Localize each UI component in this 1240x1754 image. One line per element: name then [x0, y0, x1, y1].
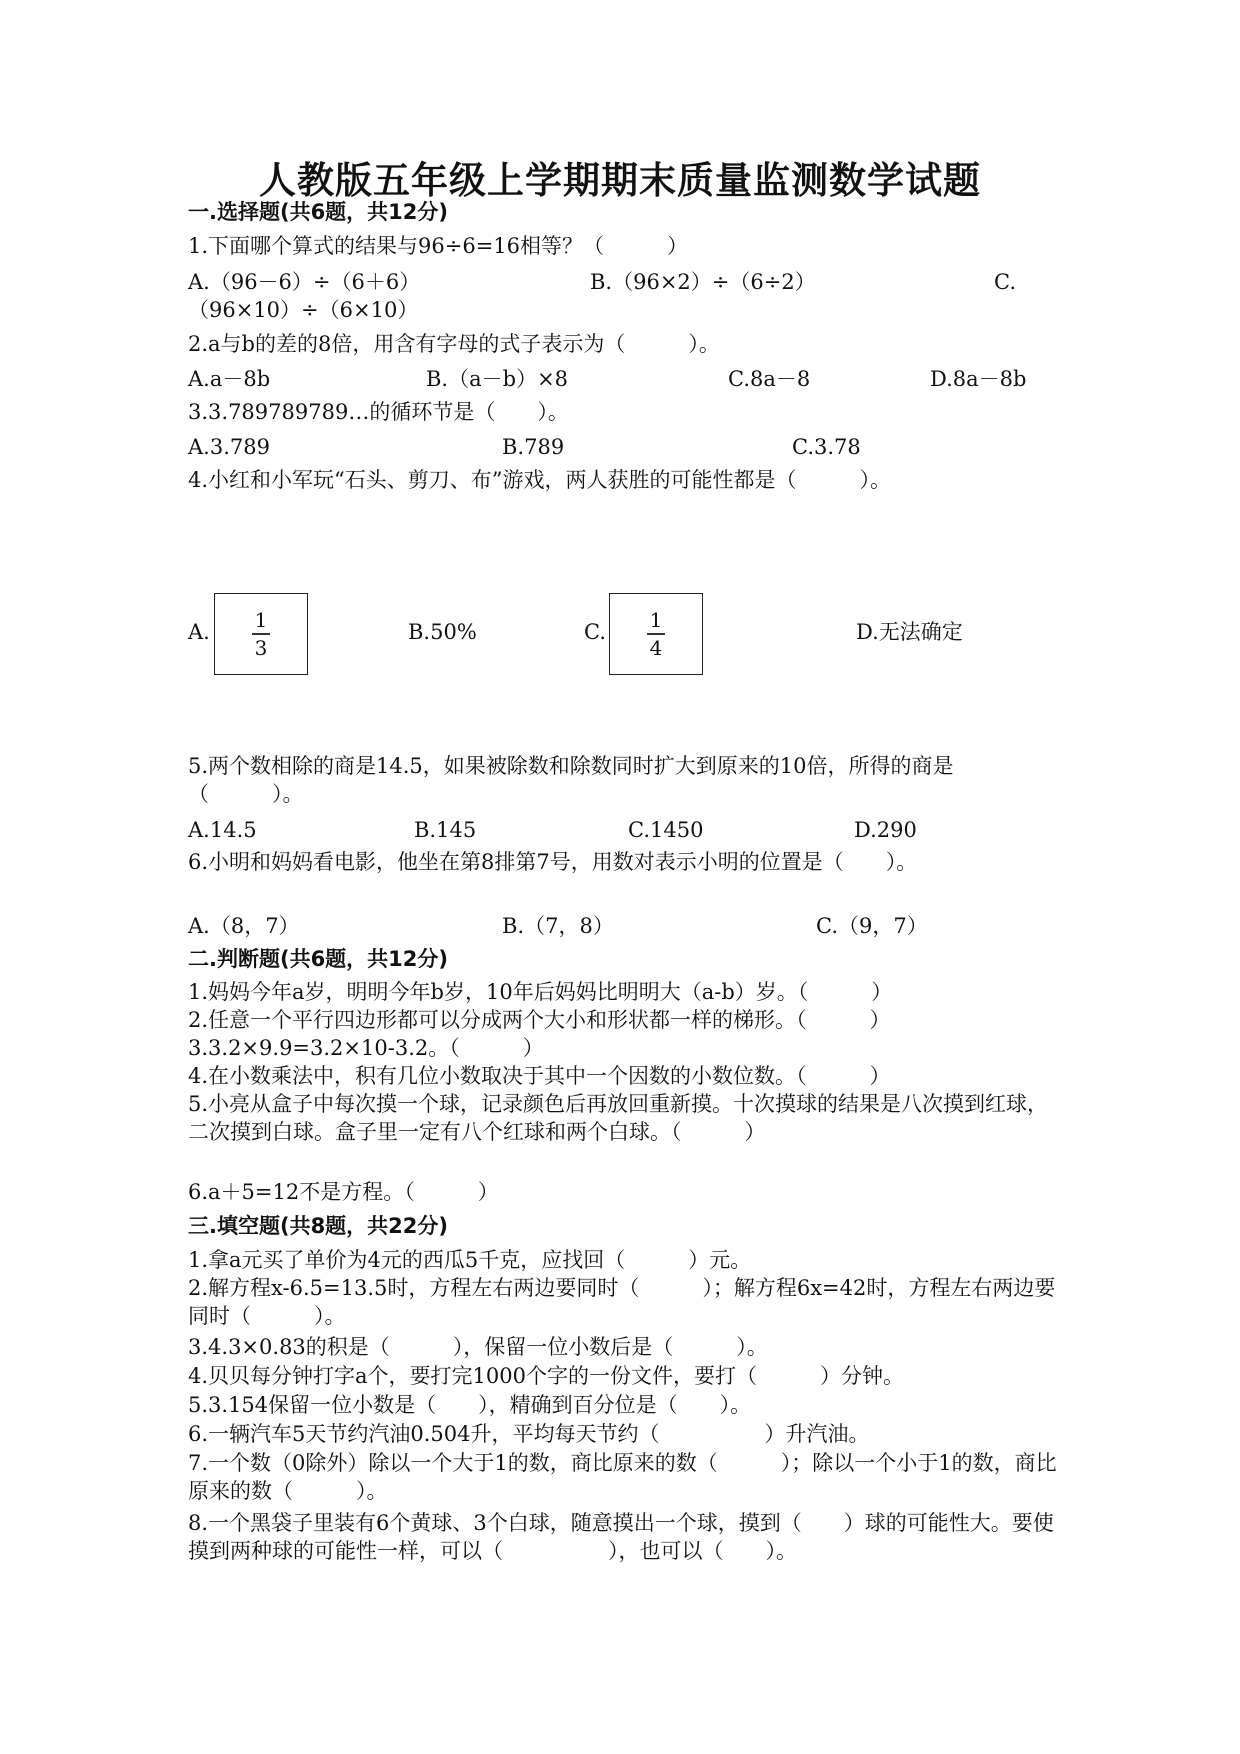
q4-option-c-fraction-box — [609, 593, 703, 675]
q5-option-c: C.1450 — [628, 818, 704, 842]
judgement-item: 5.小亮从盒子中每次摸一个球，记录颜色后再放回重新摸。十次摸球的结果是八次摸到红球，二次摸到白球。盒子里一定有八个红球和两个白球。（ ） — [188, 1092, 1049, 1144]
fill-in-item: 1.拿a元买了单价为4元的西瓜5千克，应找回（ ）元。 — [188, 1248, 752, 1272]
fraction-denominator: 3 — [254, 635, 268, 660]
q2-option-a: A.a－8b — [188, 367, 271, 391]
q4-option-a: A. — [188, 620, 210, 644]
q3-option-c: C.3.78 — [792, 435, 861, 459]
fill-in-item: 7.一个数（0除外）除以一个大于1的数，商比原来的数（ ）；除以一个小于1的数，商比原来的数（ ）。 — [188, 1451, 1057, 1503]
question-4: 4.小红和小军玩“石头、剪刀、布”游戏，两人获胜的可能性都是（ ）。 — [188, 468, 892, 492]
q5-option-a: A.14.5 — [188, 818, 257, 842]
judgement-item: 4.在小数乘法中，积有几位小数取决于其中一个因数的小数位数。（ ） — [188, 1064, 891, 1088]
q4-option-b: B.50% — [408, 620, 477, 644]
fraction-one-fourth — [647, 609, 665, 659]
section-heading-fill-in: 三.填空题(共8题，共22分) — [188, 1214, 449, 1238]
judgement-item: 3.3.2×9.9=3.2×10-3.2。（ ） — [188, 1036, 544, 1060]
q2-option-d: D.8a－8b — [930, 367, 1027, 391]
judgement-item: 2.任意一个平行四边形都可以分成两个大小和形状都一样的梯形。（ ） — [188, 1008, 891, 1032]
q6-option-a: A.（8，7） — [188, 914, 300, 938]
question-3: 3.3.789789789…的循环节是（ ）。 — [188, 400, 569, 424]
fraction-one-third — [252, 609, 270, 659]
q2-option-b: B.（a－b）×8 — [426, 367, 569, 391]
judgement-item: 1.妈妈今年a岁，明明今年b岁，10年后妈妈比明明大（a-b）岁。（ ） — [188, 980, 893, 1004]
fraction-bar — [647, 633, 665, 635]
question-1: 1.下面哪个算式的结果与96÷6=16相等？（ ） — [188, 234, 689, 258]
q1-option-c-content: （96×10）÷（6×10） — [188, 298, 419, 322]
page-title: 人教版五年级上学期期末质量监测数学试题 — [259, 159, 981, 202]
judgement-item: 6.a＋5=12不是方程。（ ） — [188, 1180, 499, 1204]
q4-option-d: D.无法确定 — [856, 620, 963, 644]
fill-in-item: 5.3.154保留一位小数是（ ），精确到百分位是（ ）。 — [188, 1393, 752, 1417]
q1-option-b: B.（96×2）÷（6÷2） — [590, 270, 816, 294]
section-heading-judgement: 二.判断题(共6题，共12分) — [188, 947, 449, 971]
q2-option-c: C.8a－8 — [728, 367, 811, 391]
fraction-numerator: 1 — [254, 608, 268, 633]
question-6: 6.小明和妈妈看电影，他坐在第8排第7号，用数对表示小明的位置是（ ）。 — [188, 850, 918, 874]
q1-option-a: A.（96－6）÷（6＋6） — [188, 270, 421, 294]
q5-option-d: D.290 — [854, 818, 917, 842]
q4-option-a-fraction-box — [214, 593, 308, 675]
fill-in-item: 6.一辆汽车5天节约汽油0.504升，平均每天节约（ ）升汽油。 — [188, 1422, 870, 1446]
q3-option-a: A.3.789 — [188, 435, 270, 459]
fraction-bar — [252, 633, 270, 635]
q4-option-c: C. — [584, 620, 606, 644]
q6-option-b: B.（7，8） — [502, 914, 614, 938]
fraction-numerator: 1 — [649, 608, 663, 633]
question-2: 2.a与b的差的8倍，用含有字母的式子表示为（ ）。 — [188, 332, 720, 356]
fraction-denominator: 4 — [649, 635, 663, 660]
q5-option-b: B.145 — [414, 818, 477, 842]
question-5: 5.两个数相除的商是14.5，如果被除数和除数同时扩大到原来的10倍，所得的商是（ ）。 — [188, 754, 954, 806]
fill-in-item: 3.4.3×0.83的积是（ ），保留一位小数后是（ ）。 — [188, 1335, 768, 1359]
fill-in-item: 4.贝贝每分钟打字a个，要打完1000个字的一份文件，要打（ ）分钟。 — [188, 1364, 904, 1388]
fill-in-item: 8.一个黑袋子里装有6个黄球、3个白球，随意摸出一个球，摸到（ ）球的可能性大。要使摸到两种球的可能性一样，可以（ ），也可以（ ）。 — [188, 1511, 1054, 1563]
q3-option-b: B.789 — [502, 435, 565, 459]
fill-in-item: 2.解方程x-6.5=13.5时，方程左右两边要同时（ ）；解方程6x=42时，方程左右两边要同时（ ）。 — [188, 1276, 1056, 1328]
q6-option-c: C.（9，7） — [816, 914, 928, 938]
q1-option-c: C. — [994, 270, 1016, 294]
section-heading-choice: 一.选择题(共6题，共12分) — [188, 200, 449, 224]
